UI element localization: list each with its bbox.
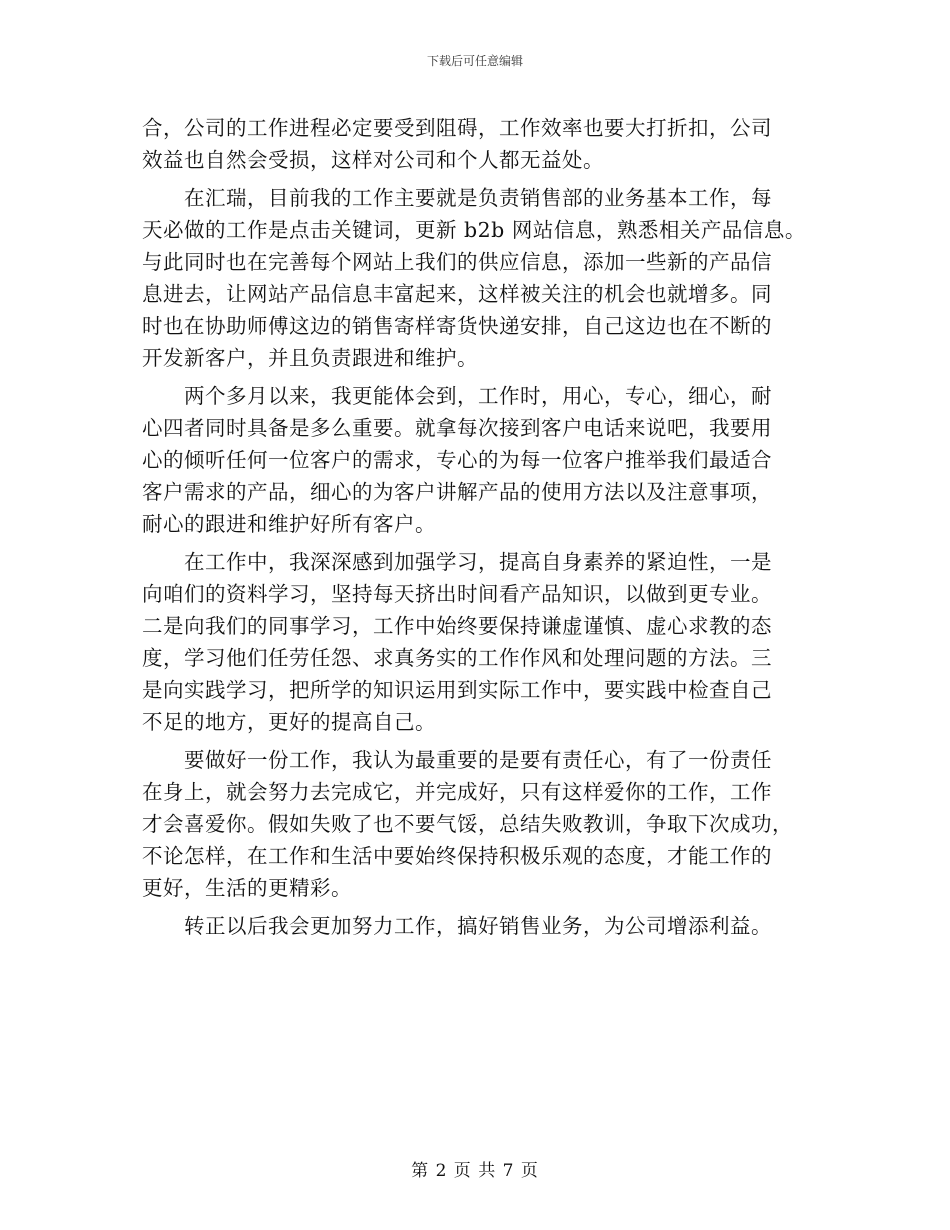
text-line: 更好，生活的更精彩。 — [142, 876, 352, 900]
text-line: 不足的地方，更好的提高自己。 — [142, 710, 436, 734]
page-number: 第 2 页 共 7 页 — [411, 1161, 539, 1181]
text-line: 心四者同时具备是多么重要。就拿每次接到客户电话来说吧，我要用 — [142, 416, 772, 440]
text-line: 合，公司的工作进程必定要受到阻碍，工作效率也要大打折扣，公司 — [142, 116, 772, 140]
text-line: 转正以后我会更加努力工作，搞好销售业务，为公司增添利益。 — [142, 914, 772, 938]
text-line: 心的倾听任何一位客户的需求，专心的为每一位客户推举我们最适合 — [142, 448, 772, 472]
paragraph — [142, 380, 810, 540]
text-line: 向咱们的资料学习，坚持每天挤出时间看产品知识，以做到更专业。 — [142, 582, 772, 606]
text-line: 度，学习他们任劳任怨、求真务实的工作作风和处理问题的方法。三 — [142, 646, 772, 670]
paragraph — [142, 182, 810, 374]
text-line: 时也在协助师傅这边的销售寄样寄货快递安排，自己这边也在不断的 — [142, 314, 772, 338]
document-body — [142, 112, 810, 942]
paragraph — [142, 744, 810, 904]
text-line: 耐心的跟进和维护好所有客户。 — [142, 512, 436, 536]
text-line: 不论怎样，在工作和生活中要始终保持积极乐观的态度，才能工作的 — [142, 844, 772, 868]
page-header: 下载后可任意编辑 — [426, 54, 523, 68]
text-line: 在汇瑞，目前我的工作主要就是负责销售部的业务基本工作，每 — [142, 186, 772, 210]
paragraph — [142, 910, 810, 942]
text-line: 息进去，让网站产品信息丰富起来，这样被关注的机会也就增多。同 — [142, 282, 772, 306]
text-line: 在身上，就会努力去完成它，并完成好，只有这样爱你的工作，工作 — [142, 780, 772, 804]
text-line: 在工作中，我深深感到加强学习，提高自身素养的紧迫性，一是 — [142, 550, 772, 574]
text-line: 才会喜爱你。假如失败了也不要气馁，总结失败教训，争取下次成功， — [142, 812, 793, 836]
text-line: 要做好一份工作，我认为最重要的是要有责任心，有了一份责任 — [142, 748, 772, 772]
paragraph — [142, 112, 810, 176]
paragraph — [142, 546, 810, 738]
text-line: 二是向我们的同事学习，工作中始终要保持谦虚谨慎、虚心求教的态 — [142, 614, 772, 638]
text-line: 效益也自然会受损，这样对公司和个人都无益处。 — [142, 148, 604, 172]
text-line: 天必做的工作是点击关键词，更新 b2b 网站信息，熟悉相关产品信息。 — [142, 218, 806, 242]
text-line: 客户需求的产品，细心的为客户讲解产品的使用方法以及注意事项， — [142, 480, 772, 504]
text-line: 是向实践学习，把所学的知识运用到实际工作中，要实践中检查自己 — [142, 678, 772, 702]
text-line: 两个多月以来，我更能体会到，工作时，用心，专心，细心，耐 — [142, 384, 772, 408]
text-line: 与此同时也在完善每个网站上我们的供应信息，添加一些新的产品信 — [142, 250, 772, 274]
text-line: 开发新客户，并且负责跟进和维护。 — [142, 346, 478, 370]
